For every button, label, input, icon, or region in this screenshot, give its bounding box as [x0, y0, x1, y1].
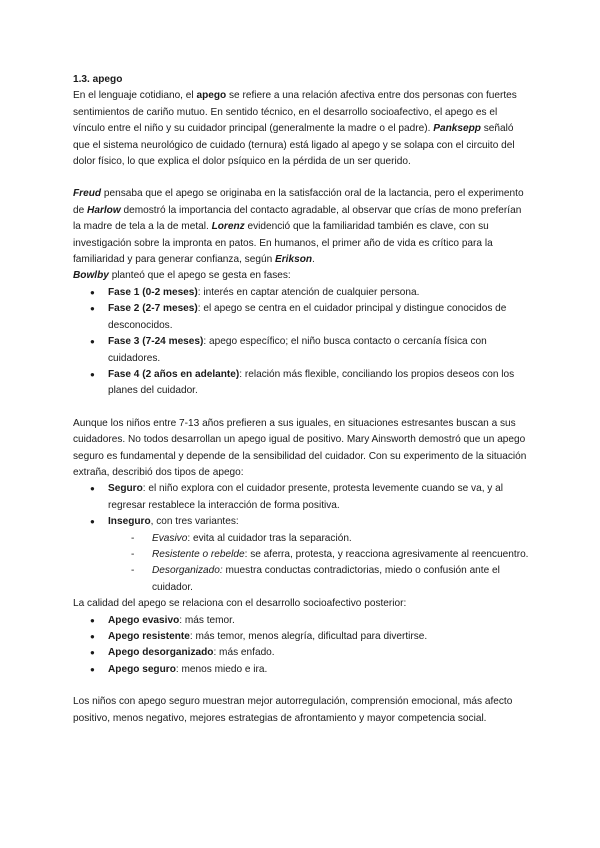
type-text: : el niño explora con el cuidador presente, protesta levemente cuando se va, y al regresar restablece la interacción de forma positiva.: [108, 483, 504, 511]
list-item: [73, 481, 531, 514]
theories-text-3: evidenció que la familiaridad también es clave, con su investigación sobre la impronta en patos. En humanos, el primer año de vida es crítico para la familiaridad y para generar confianza, según: [73, 221, 493, 266]
variant-label: Resistente o rebelde: [152, 548, 245, 560]
variant-text: : evita al cuidador tras la separación.: [187, 532, 352, 544]
type-text: , con tres variantes:: [150, 516, 239, 528]
variant-label: Desorganizado:: [152, 565, 223, 577]
variant-text: : se aferra, protesta, y reacciona agresivamente al reencuentro.: [244, 548, 529, 560]
theories-text-4: .: [312, 254, 315, 266]
theories-text-2: demostró la importancia del contacto agradable, al observar que crías de mono preferían la madre de tela a la de metal.: [73, 204, 522, 233]
author-panksepp: Panksepp: [433, 123, 481, 135]
list-item: [73, 367, 531, 400]
list-item: [73, 645, 531, 661]
type-label: Seguro: [108, 483, 143, 495]
phases-list: [73, 285, 531, 400]
author-lorenz: Lorenz: [211, 221, 245, 233]
ainsworth-paragraph: Aunque los niños entre 7-13 años prefieren a sus iguales, en situaciones estresantes buscan a sus cuidadores. No todos desarrollan un apego igual de positivo. Mary Ainsworth demostró que un apego seguro es fundamental y depende de la sensibilidad del cuidador. Con su experimento de la situación extraña, describió dos tipos de apego:: [73, 417, 527, 478]
intro-text-3: señaló que el sistema neurológico de cuidado (ternura) está ligado al apego y se solapa con el circuito del dolor físico, lo que explica el dolor psíquico en la pérdida de un ser querido.: [73, 123, 515, 168]
type-label: Inseguro: [108, 516, 151, 528]
quality-text: : más temor, menos alegría, dificultad para divertirse.: [189, 631, 428, 642]
list-item: [73, 301, 531, 334]
section-title: 1.3. apego: [73, 74, 123, 85]
intro-term-apego: apego: [196, 90, 227, 102]
list-item: [73, 285, 531, 301]
phase-label: Fase 2 (2-7 meses): [108, 303, 198, 315]
attachment-types-list: [73, 481, 531, 596]
list-item: [73, 334, 531, 367]
conclusion-paragraph: Los niños con apego seguro muestran mejor autorregulación, comprensión emocional, más afecto positivo, menos negativo, mejores estrategias de afrontamiento y mayor competencia social.: [73, 696, 513, 724]
list-item: [108, 563, 531, 596]
phase-text: : interés en captar atención de cualquier persona.: [197, 286, 420, 298]
list-item: [108, 547, 531, 563]
quality-label: Apego resistente: [108, 631, 190, 642]
phase-text: : apego específico; el niño busca contacto o cercanía física con cuidadores.: [108, 336, 487, 364]
intro-paragraph: [73, 88, 531, 170]
list-item: [73, 613, 531, 629]
list-item: [73, 629, 531, 645]
list-item: [73, 662, 531, 678]
phase-label: Fase 3 (7-24 meses): [108, 336, 204, 348]
quality-label: Apego evasivo: [108, 614, 180, 626]
list-item: [108, 531, 531, 547]
theories-paragraph: [73, 186, 531, 268]
intro-text-1: En el lenguaje cotidiano, el: [73, 90, 197, 102]
bowlby-text: planteó que el apego se gesta en fases:: [108, 270, 291, 282]
phase-text: : el apego se centra en el cuidador principal y distingue conocidos de desconocidos.: [108, 303, 507, 331]
phase-text: : relación más flexible, conciliando los propios deseos con los planes del cuidador.: [108, 368, 515, 397]
author-bowlby: Bowlby: [73, 270, 109, 282]
theories-text-1: pensaba que el apego se originaba en la satisfacción oral de la lactancia, pero el experimento de: [73, 188, 524, 216]
quality-intro: La calidad del apego se relaciona con el desarrollo socioafectivo posterior:: [73, 598, 407, 610]
author-erikson: Erikson: [275, 254, 313, 266]
quality-text: : menos miedo e ira.: [175, 663, 268, 675]
insecure-variants-list: [108, 531, 531, 597]
quality-text: : más temor.: [179, 614, 235, 626]
quality-label: Apego desorganizado: [108, 647, 214, 659]
phase-label: Fase 1 (0-2 meses): [108, 286, 198, 298]
document-page: [73, 72, 531, 727]
intro-text-2: se refiere a una relación afectiva entre dos personas con fuertes sentimientos de cariño mutuo. En sentido técnico, en el desarrollo socioafectivo, el apego es el vínculo entre el niño y su cuidador principal (generalmente la madre o el padre).: [73, 90, 517, 135]
author-harlow: Harlow: [87, 204, 121, 216]
list-item: [73, 514, 531, 596]
author-freud: Freud: [73, 188, 102, 200]
quality-label: Apego seguro: [108, 663, 176, 675]
quality-list: [73, 613, 531, 679]
variant-label: Evasivo: [152, 532, 188, 544]
bowlby-paragraph: [73, 268, 531, 284]
phase-label: Fase 4 (2 años en adelante): [108, 368, 240, 380]
variant-text: muestra conductas contradictorias, miedo o confusión ante el cuidador.: [152, 565, 500, 593]
quality-text: : más enfado.: [213, 647, 275, 659]
